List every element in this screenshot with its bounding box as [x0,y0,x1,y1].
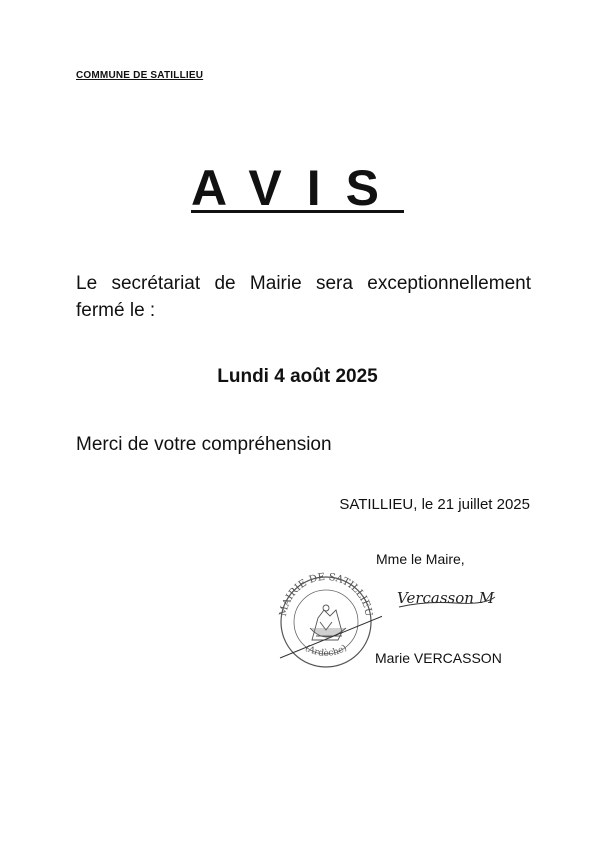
svg-text:(Ardèche) [303,643,349,659]
place-date: SATILLIEU, le 21 juillet 2025 [339,496,530,513]
page-title [0,158,595,218]
mayor-name: Marie VERCASSON [375,650,502,666]
signature-text: Vercasson M [397,589,495,607]
closure-date: Lundi 4 août 2025 [217,366,378,387]
mayor-signature [395,575,515,623]
page-title-text: AVIS [191,160,404,216]
seal-top-text: MAIRIE DE SATILLIEU [277,571,374,618]
seal-bottom-text: (Ardèche) [303,643,349,659]
commune-header: COMMUNE DE SATILLIEU [76,70,204,81]
mairie-seal-stamp [272,570,382,670]
seal-emblem-icon [310,605,346,640]
thanks-text: Merci de votre compréhension [76,434,332,455]
notice-paragraph: Le secrétariat de Mairie sera exceptionnellement fermé le : [76,273,531,321]
mayor-title: Mme le Maire, [376,551,465,567]
